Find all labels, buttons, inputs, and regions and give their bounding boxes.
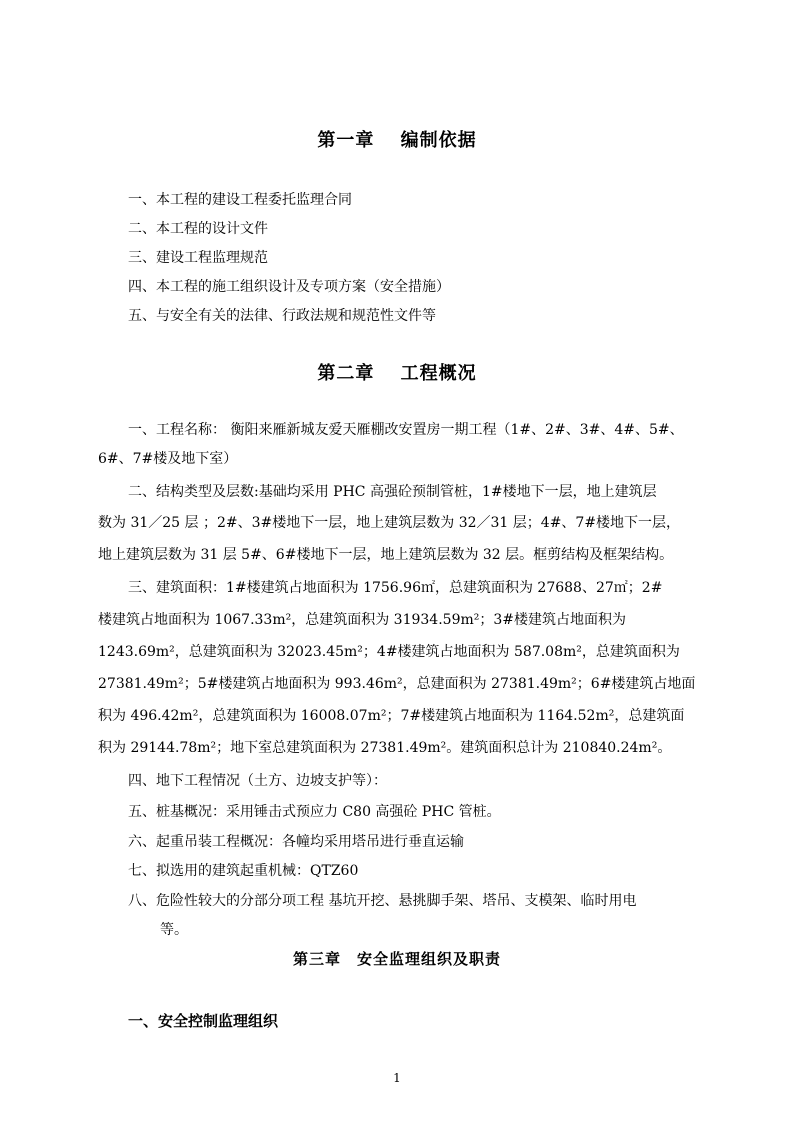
chapter-1-item-3: 三、建设工程监理规范 <box>128 250 268 266</box>
overview-line-11: 积为 29144.78m²；地下室总建筑面积为 27381.49m²。建筑面积总计为 210840.24m²。 <box>98 740 672 756</box>
overview-line-4: 数为 31／25 层 ；2#、3#楼地下一层，地上建筑层数为 32／31 层；4#、7#楼地下一层， <box>98 515 681 531</box>
chapter-1-item-2: 二、本工程的设计文件 <box>128 221 268 237</box>
chapter-1-item-4: 四、本工程的施工组织设计及专项方案（安全措施） <box>128 279 450 295</box>
overview-line-10: 积为 496.42m²，总建筑面积为 16008.07m²；7#楼建筑占地面积为 1164.52m²，总建筑面 <box>98 708 685 724</box>
chapter-2-title: 第二章 工程概况 <box>317 363 477 384</box>
overview-line-14: 六、起重吊装工程概况：各幢均采用塔吊进行垂直运输 <box>128 834 464 850</box>
overview-line-12: 四、地下工程情况（土方、边坡支护等）： <box>128 773 387 789</box>
chapter-1-item-1: 一、本工程的建设工程委托监理合同 <box>128 192 352 208</box>
chapter-1-item-5: 五、与安全有关的法律、行政法规和规范性文件等 <box>128 308 436 324</box>
overview-line-6: 三、建筑面积：1#楼建筑占地面积为 1756.96㎡，总建筑面积为 27688、27㎡；2# <box>128 580 663 596</box>
overview-line-2: 6#、7#楼及地下室） <box>98 451 238 467</box>
overview-line-1: 一、工程名称： 衡阳来雁新城友爱天雁棚改安置房一期工程（1#、2#、3#、4#、5#、 <box>128 422 684 438</box>
overview-line-7: 楼建筑占地面积为 1067.33m²，总建筑面积为 31934.59m²；3#楼建筑占地面积为 <box>98 612 627 628</box>
overview-line-13: 五、桩基概况：采用锤击式预应力 C80 高强砼 PHC 管桩。 <box>128 804 501 820</box>
overview-line-3: 二、结构类型及层数:基础均采用 PHC 高强砼预制管桩，1#楼地下一层，地上建筑层 <box>128 484 657 500</box>
section-safety-organization: 一、安全控制监理组织 <box>128 1012 279 1030</box>
overview-line-15: 七、拟选用的建筑起重机械：QTZ60 <box>128 863 359 879</box>
overview-line-9: 27381.49m²；5#楼建筑占地面积为 993.46m²，总建面积为 27381.49m²；6#楼建筑占地面 <box>98 676 696 692</box>
overview-line-5: 地上建筑层数为 31 层 5#、6#楼地下一层，地上建筑层数为 32 层。框剪结构及框架结构。 <box>98 547 674 563</box>
overview-line-16: 八、危险性较大的分部分项工程 基坑开挖、悬挑脚手架、塔吊、支模架、临时用电 <box>128 893 637 909</box>
overview-line-17: 等。 <box>160 922 188 938</box>
page-number: 1 <box>393 1071 401 1085</box>
chapter-1-title: 第一章 编制依据 <box>317 130 477 151</box>
overview-line-8: 1243.69m²，总建筑面积为 32023.45m²；4#楼建筑占地面积为 587.08m²，总建筑面积为 <box>98 644 680 660</box>
chapter-3-title: 第三章 安全监理组织及职责 <box>292 950 501 968</box>
